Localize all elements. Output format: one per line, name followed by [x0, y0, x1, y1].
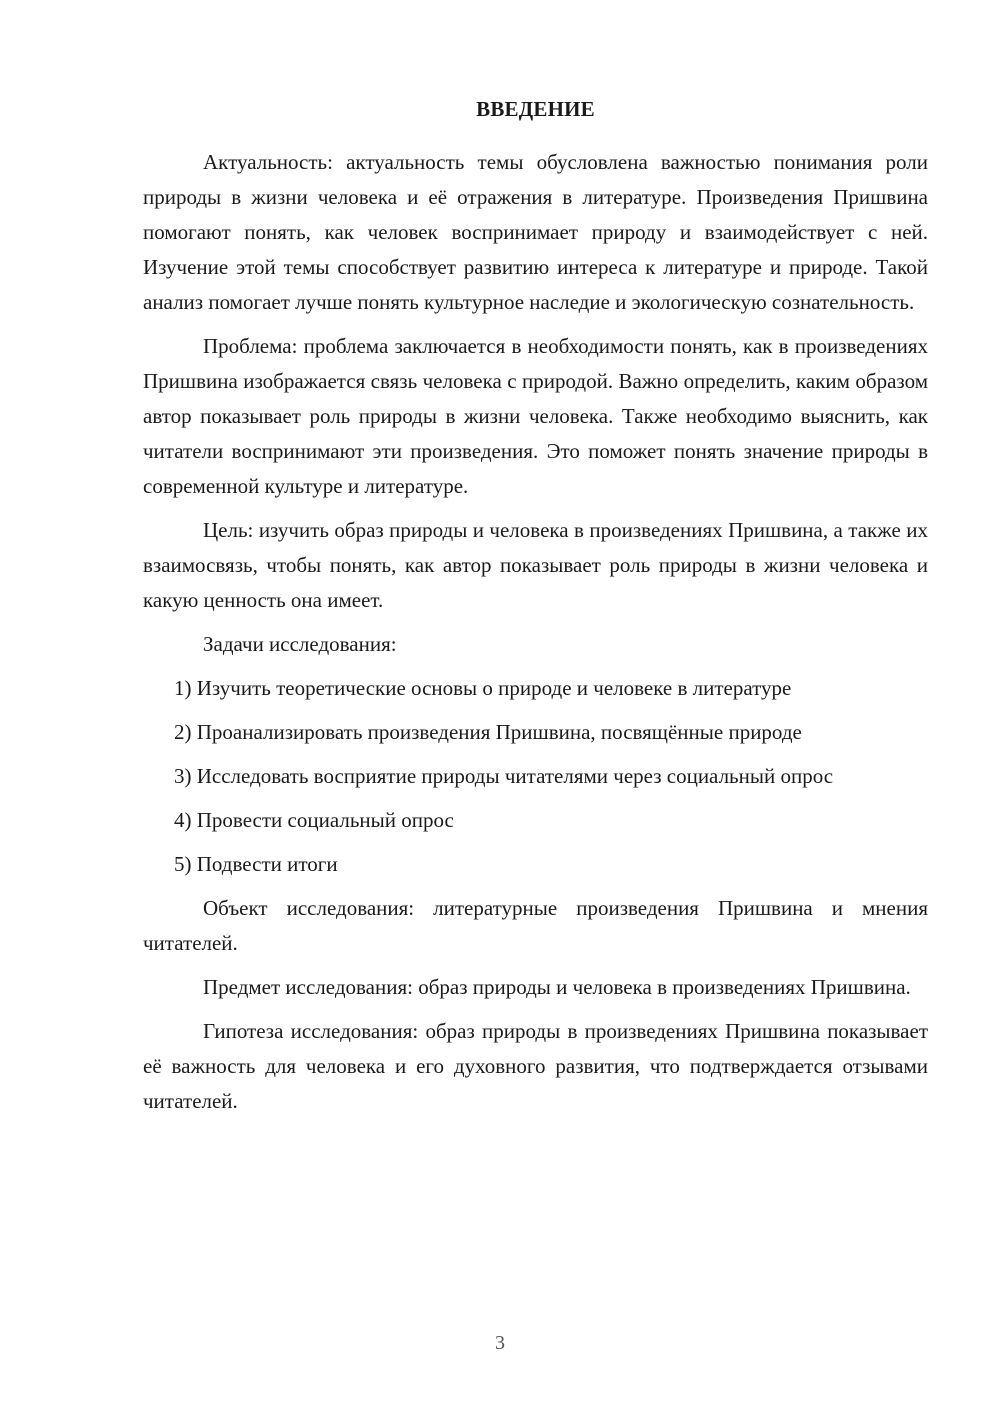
task-item: 4) Провести социальный опрос	[174, 808, 454, 832]
paragraph-hypothesis: Гипотеза исследования: образ природы в произведениях Пришвина показывает её важность для человека и его духовного развития, что подтверждается отзывами читателей.	[143, 1019, 928, 1113]
task-item: 5) Подвести итоги	[174, 852, 338, 876]
paragraph-object: Объект исследования: литературные произведения Пришвина и мнения читателей.	[143, 896, 928, 955]
task-item: 1) Изучить теоретические основы о природе и человеке в литературе	[174, 676, 792, 700]
paragraph-subject: Предмет исследования: образ природы и человека в произведениях Пришвина.	[203, 975, 911, 999]
paragraph-goal: Цель: изучить образ природы и человека в произведениях Пришвина, а также их взаимосвязь, чтобы понять, как автор показывает роль природы в жизни человека и какую ценность она имеет.	[143, 518, 928, 612]
page-number: 3	[495, 1332, 505, 1354]
task-item: 3) Исследовать восприятие природы читателями через социальный опрос	[174, 764, 834, 788]
paragraph-relevance: Актуальность: актуальность темы обусловлена важностью понимания роли природы в жизни человека и её отражения в литературе. Произведения Пришвина помогают понять, как человек воспринимает природу и взаимодействует с ней. Изучение этой темы способствует развитию интереса к литературе и природе. Такой анализ помогает лучше понять культурное наследие и экологическую сознательность.	[143, 150, 928, 314]
paragraph-problem: Проблема: проблема заключается в необходимости понять, как в произведениях Пришвина изображается связь человека с природой. Важно определить, каким образом автор показывает роль природы в жизни человека. Также необходимо выяснить, как читатели воспринимают эти произведения. Это поможет понять значение природы в современной культуре и литературе.	[143, 334, 928, 498]
page-title: ВВЕДЕНИЕ	[476, 97, 595, 121]
tasks-heading: Задачи исследования:	[203, 632, 397, 656]
task-item: 2) Проанализировать произведения Пришвина, посвящённые природе	[174, 720, 802, 744]
document-page	[143, 92, 928, 1128]
